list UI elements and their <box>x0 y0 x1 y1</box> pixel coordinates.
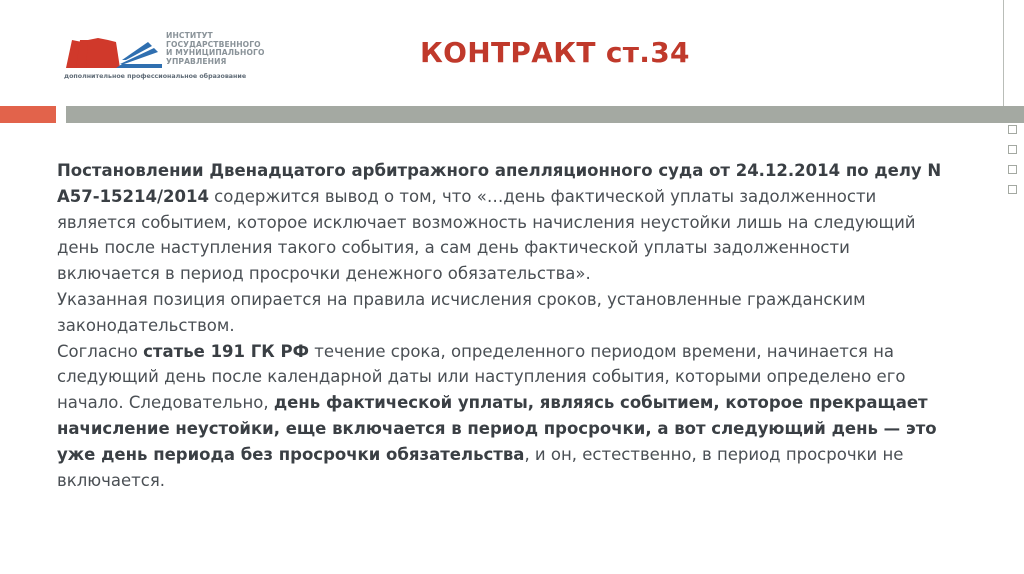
article-text-2: течение срока, определенного периодом времени, начинается на следующий день после календарной даты или наступления события, которыми определено его начало. Следовательно, <box>57 341 906 413</box>
accent-bar-red <box>0 106 56 123</box>
paragraph-court-ruling <box>57 158 947 287</box>
decorative-square-icon <box>1003 180 1023 200</box>
paragraph-article-191 <box>57 339 947 494</box>
logo-line-3: И МУНИЦИПАЛЬНОГО <box>166 48 265 58</box>
logo-subtitle: дополнительное профессиональное образование <box>64 73 247 80</box>
article-text-3: , и он, естественно, в период просрочки не включается. <box>57 444 904 490</box>
decorative-square-icon <box>1003 120 1023 140</box>
article-reference: статье 191 ГК РФ <box>143 341 309 361</box>
slide-title: КОНТРАКТ ст.34 <box>420 36 690 69</box>
decorative-vertical-line <box>1003 0 1004 106</box>
decorative-square-icon <box>1003 140 1023 160</box>
decorative-square-icon <box>1003 160 1023 180</box>
institute-logo <box>64 26 304 86</box>
logo-name <box>166 32 306 66</box>
paragraph-position: Указанная позиция опирается на правила исчисления сроков, установленные гражданским законодательством. <box>57 289 866 335</box>
logo-line-4: УПРАВЛЕНИЯ <box>166 56 227 66</box>
logo-line-2: ГОСУДАРСТВЕННОГО <box>166 39 261 49</box>
slide-body <box>57 158 947 493</box>
ruling-reference: Постановлении Двенадцатого арбитражного апелляционного суда от 24.12.2014 по делу N А57-15214/2014 <box>57 161 942 206</box>
ruling-text: содержится вывод о том, что «…день фактической уплаты задолженности является событием, которое исключает возможность начисления неустойки лишь на следующий день после наступления такого события, а сам день фактической уплаты задолженности включается в период просрочки денежного обязательства». <box>57 186 916 284</box>
article-text-1: Согласно <box>57 341 144 361</box>
logo-line-1: ИНСТИТУТ <box>166 31 213 40</box>
books-logo-icon <box>64 34 164 74</box>
article-conclusion: день фактической уплаты, являясь событием, которое прекращает начисление неустойки, еще включается в период просрочки, а вот следующий день — это уже день периода без просрочки обязательства <box>57 393 937 464</box>
accent-bar-gray <box>66 106 1024 123</box>
